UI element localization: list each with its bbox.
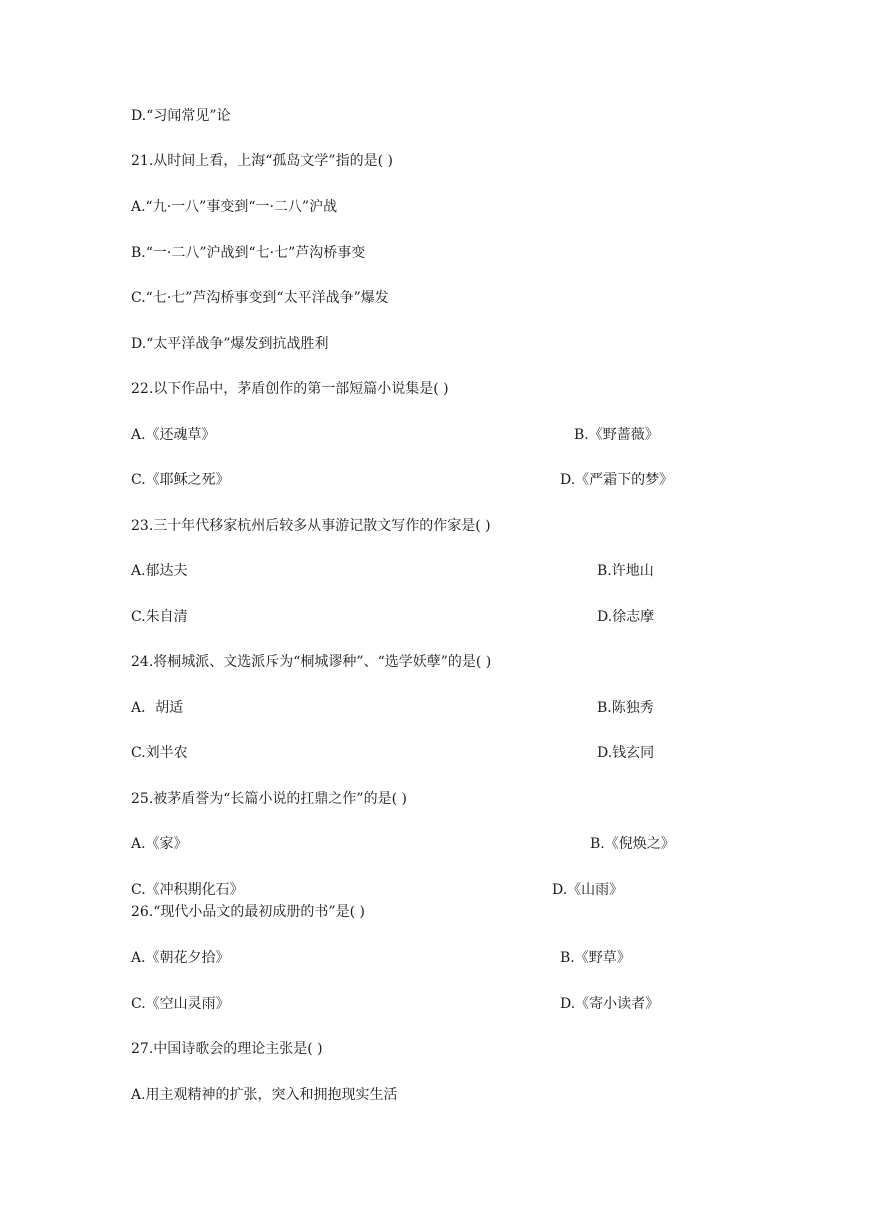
q25-option-a: A.《家》 [131, 836, 188, 852]
q27-question: 27.中国诗歌会的理论主张是( ) [131, 1041, 323, 1057]
q26-option-d: D.《寄小读者》 [560, 996, 660, 1012]
q22-question: 22.以下作品中，茅盾创作的第一部短篇小说集是( ) [131, 381, 449, 397]
q26-option-c: C.《空山灵雨》 [131, 996, 230, 1012]
q23-option-a: A.郁达夫 [131, 563, 188, 579]
q21-option-a: A.“九·一八”事变到“一·二八”沪战 [131, 199, 338, 215]
q25-question: 25.被茅盾誉为“长篇小说的扛鼎之作”的是( ) [131, 791, 407, 807]
q24-option-a: A．胡适 [131, 700, 184, 716]
q21-option-c: C.“七·七”芦沟桥事变到“太平洋战争”爆发 [131, 290, 389, 306]
q23-option-d: D.徐志摩 [597, 609, 655, 625]
q22-option-a: A.《还魂草》 [131, 427, 216, 443]
q25-option-b: B.《倪焕之》 [590, 836, 675, 852]
q24-option-b: B.陈独秀 [597, 700, 654, 716]
q21-option-b: B.“一·二八”沪战到“七·七”芦沟桥事变 [131, 245, 366, 261]
q21-option-d: D.“太平洋战争”爆发到抗战胜利 [131, 336, 329, 352]
q21-question: 21.从时间上看，上海“孤岛文学”指的是( ) [131, 153, 393, 169]
q24-question: 24.将桐城派、文选派斥为“桐城谬种”、“选学妖孽”的是( ) [131, 654, 492, 670]
q24-option-c: C.刘半农 [131, 745, 188, 761]
q26-option-b: B.《野草》 [560, 950, 631, 966]
q26-question: 26.“现代小品文的最初成册的书”是( ) [131, 904, 365, 920]
q22-option-c: C.《耶稣之死》 [131, 472, 230, 488]
q24-option-d: D.钱玄同 [597, 745, 655, 761]
q23-question: 23.三十年代移家杭州后较多从事游记散文写作的作家是( ) [131, 518, 491, 534]
q20-option-d: D.“习闻常见”论 [131, 108, 231, 124]
q25-option-c: C.《冲积期化石》 [131, 882, 244, 898]
q27-option-a: A.用主观精神的扩张，突入和拥抱现实生活 [131, 1087, 398, 1103]
q26-option-a: A.《朝花夕拾》 [131, 950, 230, 966]
q23-option-b: B.许地山 [597, 563, 654, 579]
q22-option-b: B.《野蔷薇》 [574, 427, 659, 443]
q22-option-d: D.《严霜下的梦》 [560, 472, 674, 488]
q25-option-d: D.《山雨》 [552, 882, 624, 898]
q23-option-c: C.朱自清 [131, 609, 188, 625]
